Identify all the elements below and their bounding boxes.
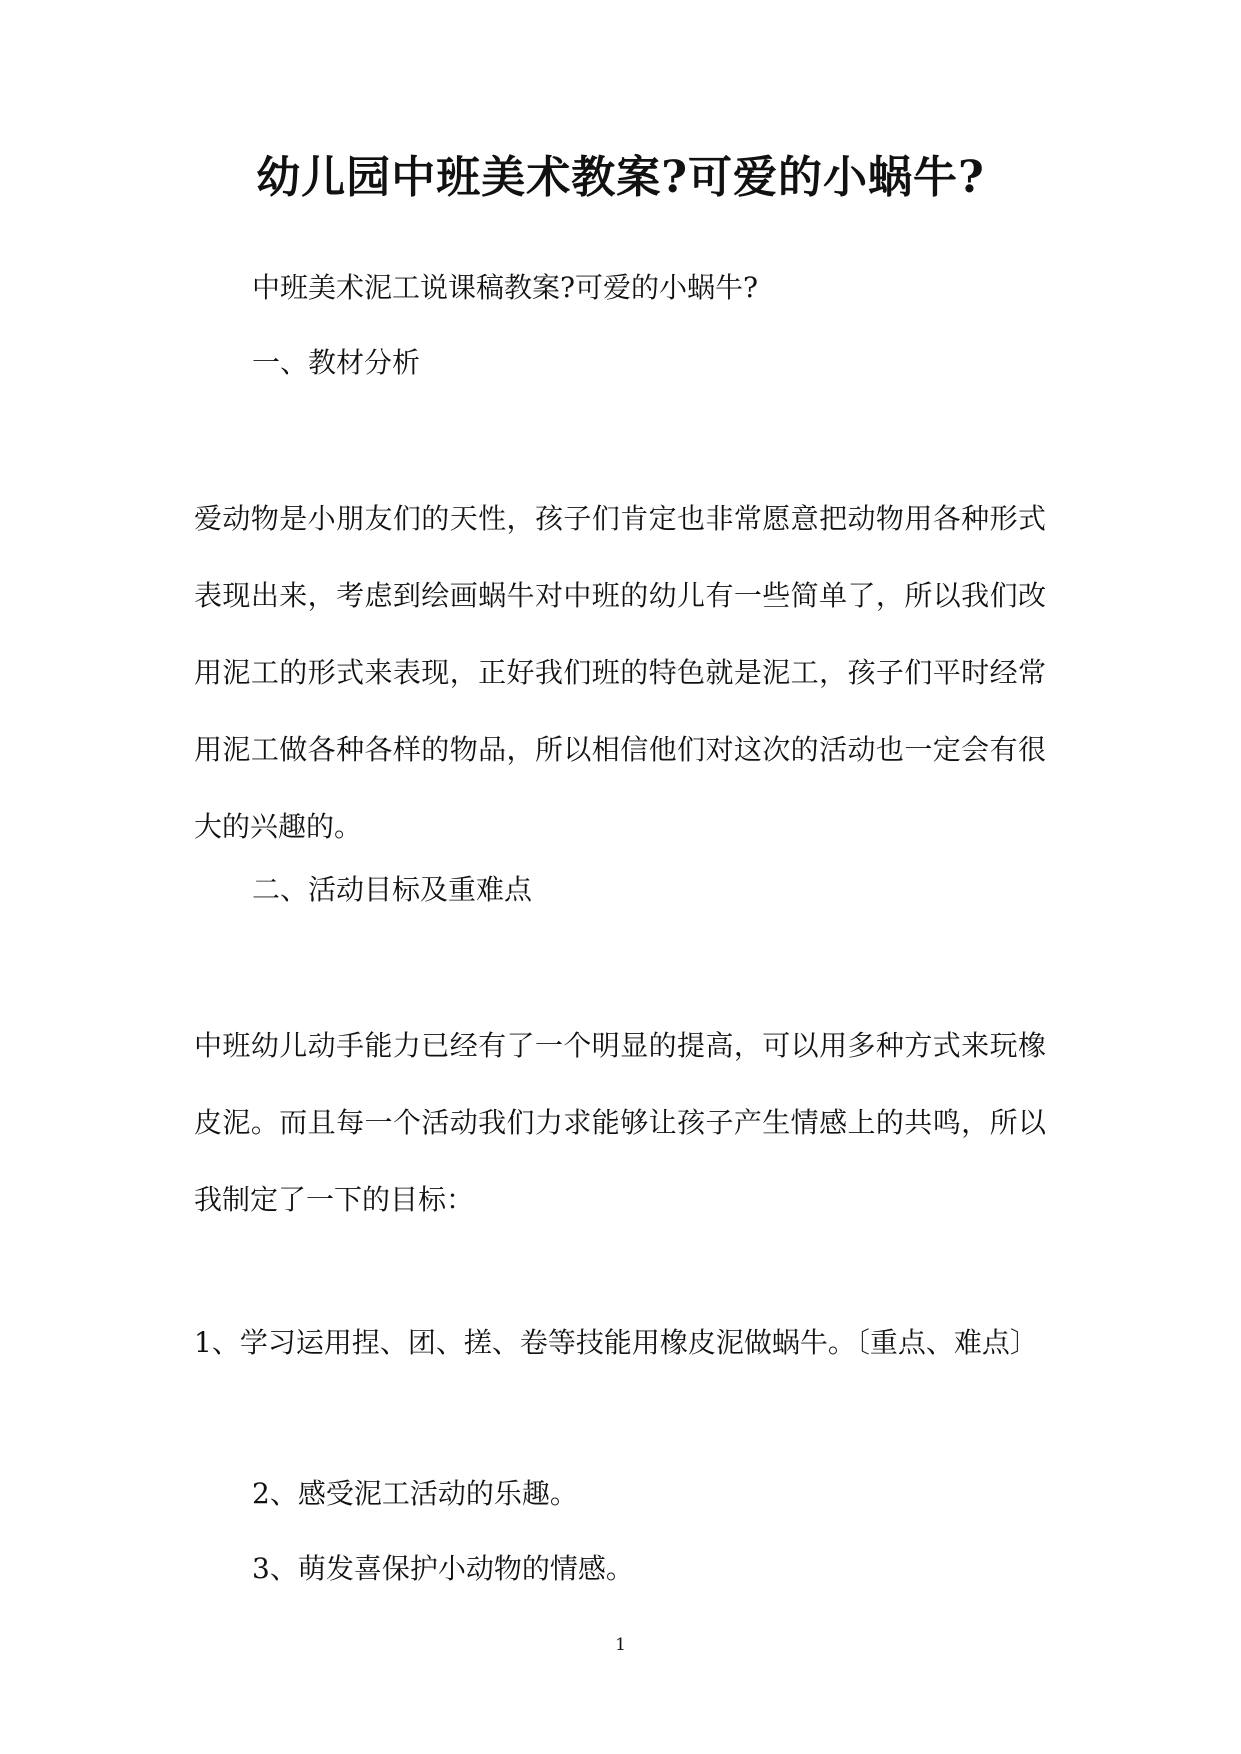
section-heading-material-analysis: 一、教材分析 bbox=[252, 346, 421, 379]
goal-item-3: 3、萌发喜保护小动物的情感。 bbox=[252, 1552, 634, 1585]
document-subtitle: 中班美术泥工说课稿教案?可爱的小蜗牛? bbox=[252, 271, 759, 304]
paragraph-goals-intro: 中班幼儿动手能力已经有了一个明显的提高，可以用多种方式来玩橡皮泥。而且每一个活动我们力求能够让孩子产生情感上的共鸣，所以我制定了一下的目标： bbox=[194, 1029, 1046, 1216]
page-number: 1 bbox=[615, 1635, 626, 1655]
paragraph-material-analysis: 爱动物是小朋友们的天性，孩子们肯定也非常愿意把动物用各种形式表现出来，考虑到绘画蜗牛对中班的幼儿有一些简单了，所以我们改用泥工的形式来表现，正好我们班的特色就是泥工，孩子们平时经常用泥工做各种各样的物品，所以相信他们对这次的活动也一定会有很大的兴趣的。 bbox=[194, 502, 1046, 843]
section-heading-goals: 二、活动目标及重难点 bbox=[252, 873, 533, 906]
goal-item-1: 1、学习运用捏、团、搓、卷等技能用橡皮泥做蜗牛。〔重点、难点〕 bbox=[194, 1326, 1038, 1359]
goal-item-2: 2、感受泥工活动的乐趣。 bbox=[252, 1477, 578, 1510]
document-title: 幼儿园中班美术教案?可爱的小蜗牛? bbox=[256, 152, 985, 203]
